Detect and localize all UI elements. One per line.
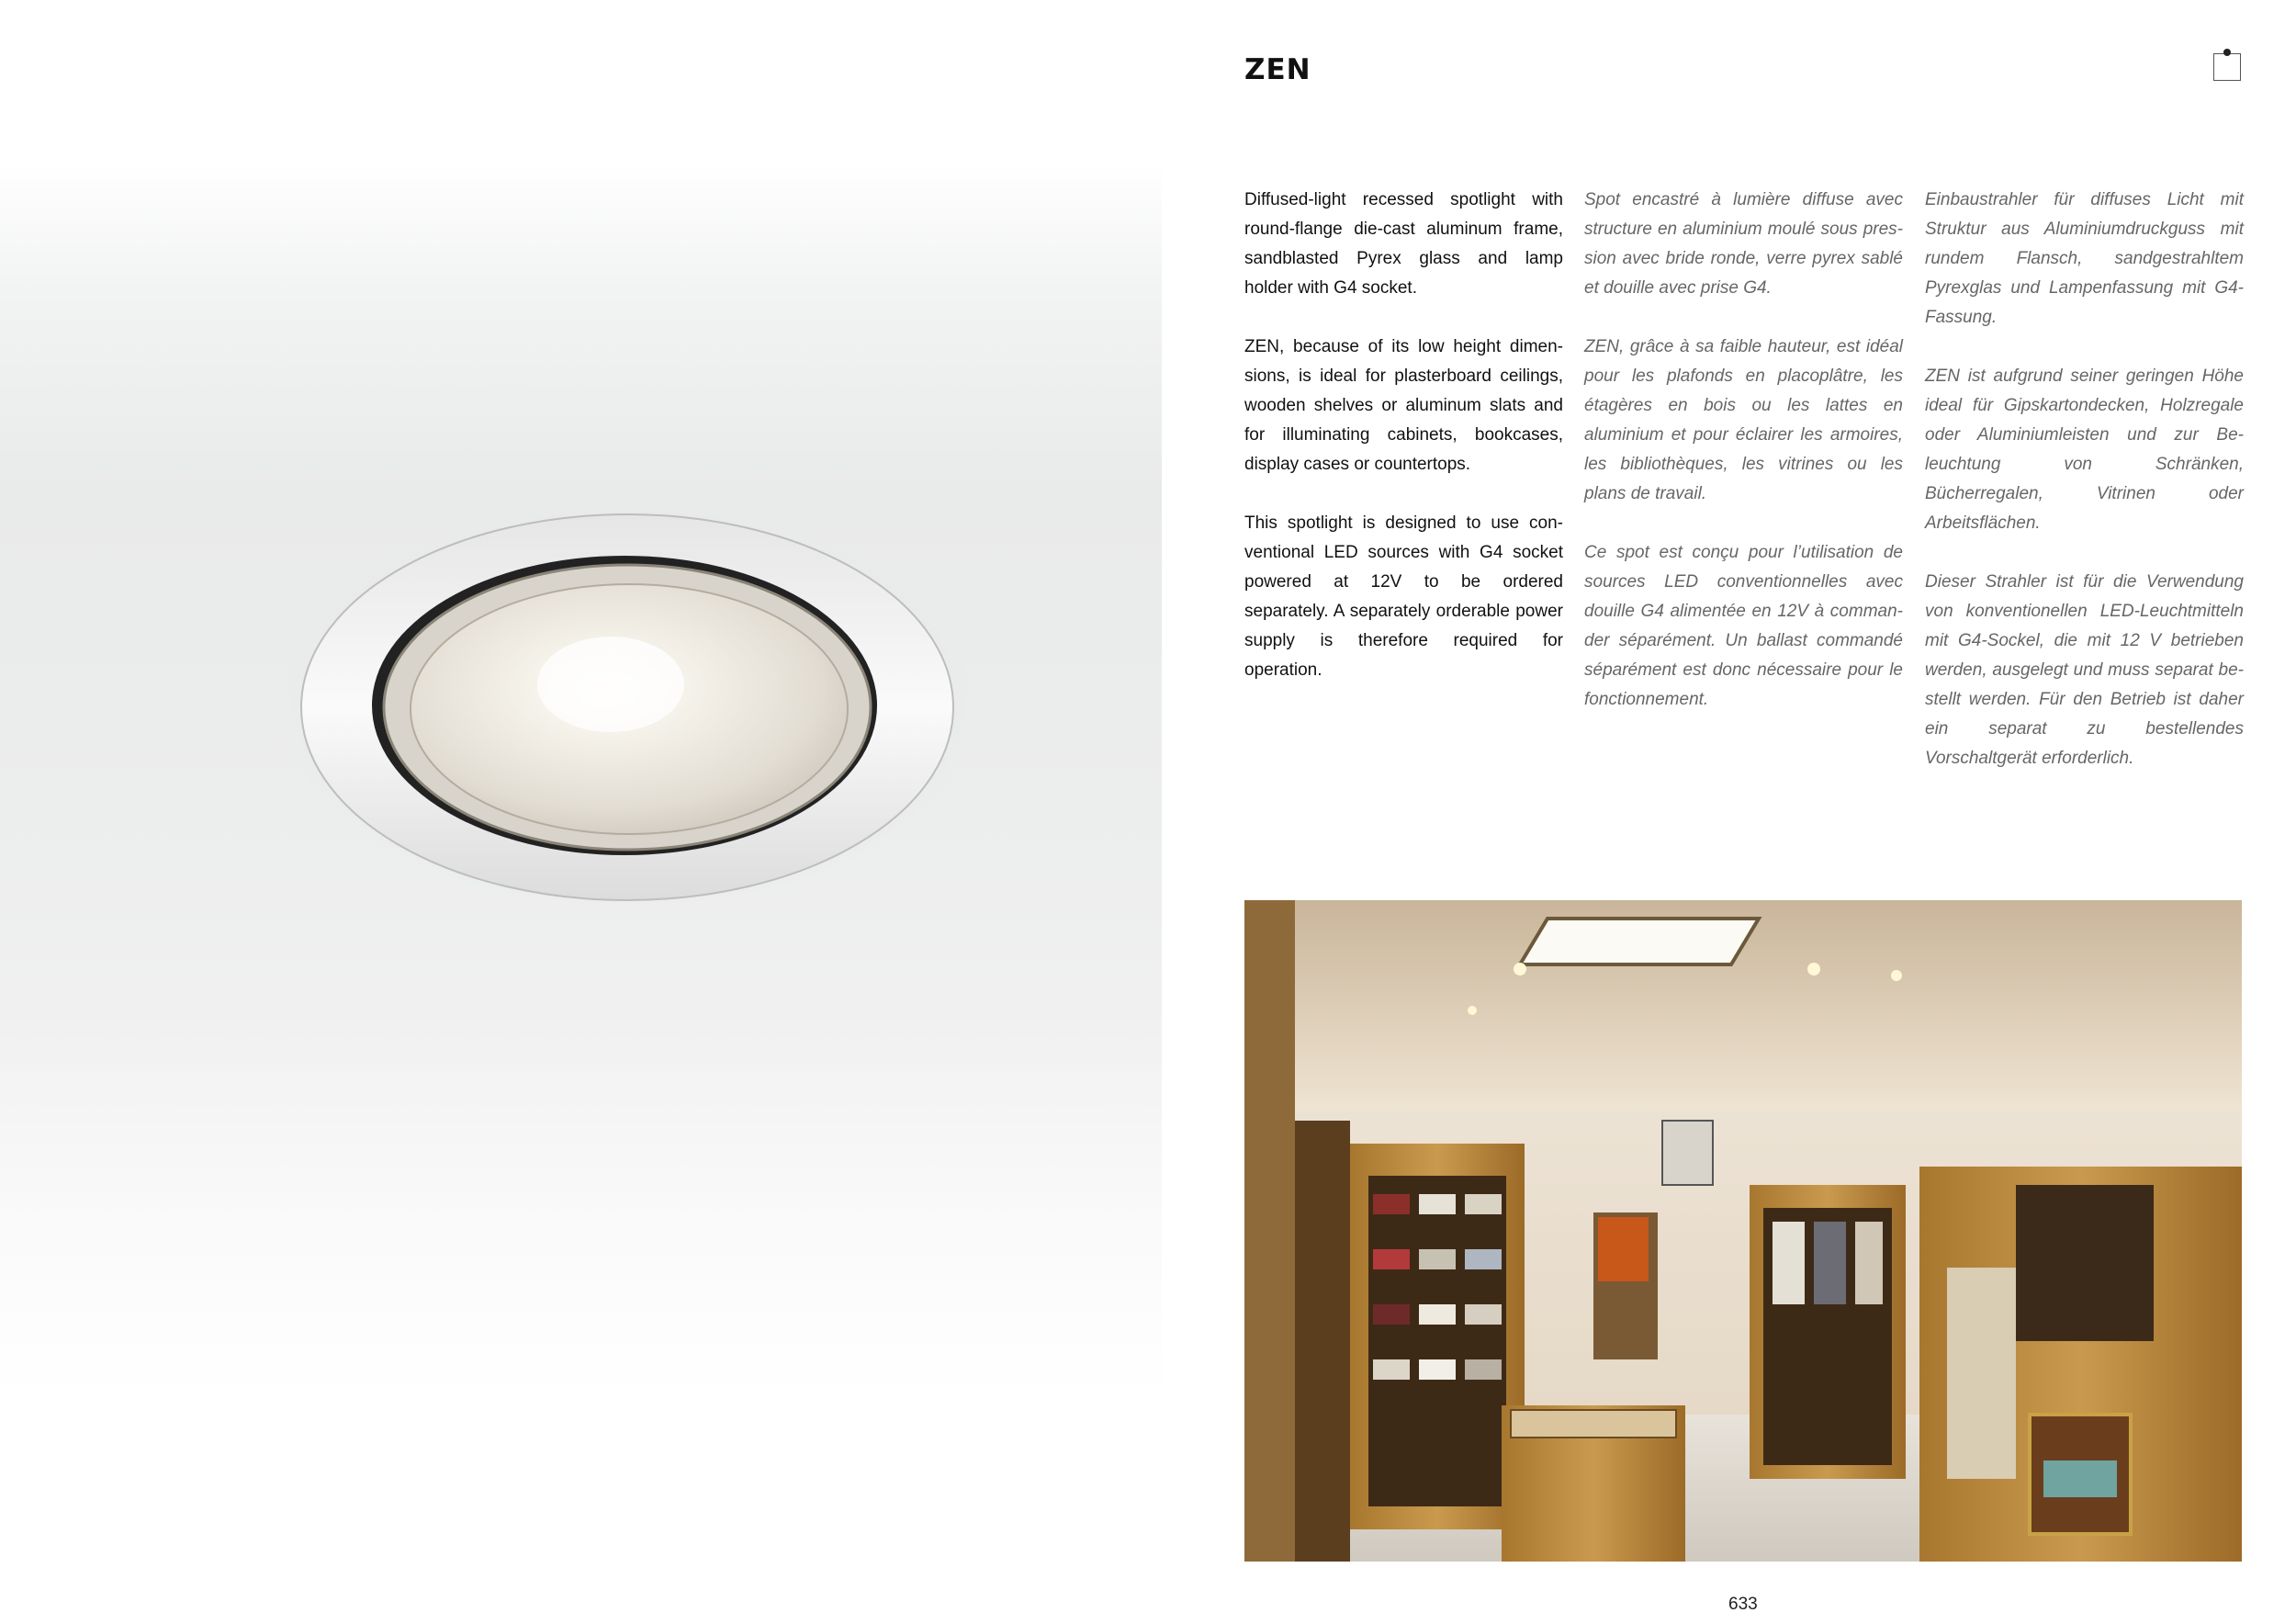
shelf-interior-left bbox=[1368, 1176, 1506, 1506]
left-shelf bbox=[1295, 1121, 1350, 1562]
store-interior-photo bbox=[1244, 900, 2242, 1562]
french-column bbox=[1584, 186, 1903, 744]
chair-cushion bbox=[2043, 1460, 2117, 1497]
page-title: ZEN bbox=[1244, 53, 1311, 86]
french-paragraph-3: Ce spot est conçu pour l’utilisation de sources LED conventionnelles avec douille G4 alimentée en 12V à commander séparément. Un ballast commandé séparément est donc nécessaire pour le fonctionnement. bbox=[1584, 543, 1903, 709]
german-paragraph-3: Dieser Strahler ist für die Verwendung von konventionellen LED-Leuchtmitteln mit G4-Sockel, die mit 12 V betrieben werden, ausgelegt und muss separat bestellt werden. Für den Betrieb ist daher ein separat zu bestellendes Vorschaltgerät erforderlich. bbox=[1925, 572, 2244, 768]
german-paragraph-1: Einbaustrahler für diffuses Licht mit Struktur aus Aluminiumdruckguss mit rundem Flansch, sandgestrahltem Pyrexglas und Lampenfassung mit G4-Fassung. bbox=[1925, 190, 2244, 327]
left-wall-panel bbox=[1244, 900, 1295, 1562]
poster bbox=[1662, 1121, 1713, 1185]
beige-suit bbox=[1947, 1268, 2016, 1479]
english-column bbox=[1244, 186, 1563, 715]
store-interior-illustration bbox=[1244, 900, 2242, 1562]
ceiling-spot bbox=[1468, 1006, 1477, 1015]
ceiling-spot bbox=[1514, 963, 1526, 976]
orange-jacket bbox=[1598, 1217, 1649, 1281]
page-number: 633 bbox=[1728, 1595, 1758, 1614]
english-paragraph-3: This spotlight is designed to use conventional LED sources with G4 socket powered at 12V to be ordered separately. A separately orderable power supply is therefore required for operation. bbox=[1244, 513, 1563, 680]
french-paragraph-1: Spot encastré à lumière diffuse avec structure en aluminium moulé sous pression avec bride ronde, verre pyrex sablé et douille avec prise G4. bbox=[1584, 190, 1903, 298]
french-paragraph-2: ZEN, grâce à sa faible hauteur, est idéal pour les plafonds en placoplâtre, les étagères en bois ou les lattes en aluminium et pour éclairer les armoires, les bibliothèques, les vitrines ou les plans de travail. bbox=[1584, 337, 1903, 503]
ceiling-spot bbox=[1807, 963, 1820, 976]
tie-display bbox=[2016, 1185, 2154, 1341]
skylight bbox=[1520, 919, 1759, 964]
german-column bbox=[1925, 186, 2244, 803]
english-paragraph-1: Diffused-light recessed spotlight with round-flange die-cast aluminum frame, sandblasted Pyrex glass and lamp holder with G4 socket. bbox=[1244, 190, 1563, 298]
english-paragraph-2: ZEN, because of its low height dimensions, is ideal for plasterboard ceilings, wooden shelves or aluminum slats and for illuminating cabinets, bookcases, display cases or countertops. bbox=[1244, 337, 1563, 474]
light-glow bbox=[537, 637, 684, 732]
german-paragraph-2: ZEN ist aufgrund seiner geringen Höhe ideal für Gipskartondecken, Holzregale oder Aluminiumleisten und zur Beleuchtung von Schränken, Bücherregalen, Vitrinen oder Arbeitsflächen. bbox=[1925, 367, 2244, 533]
bookmark-icon[interactable] bbox=[2213, 53, 2241, 81]
ceiling-spot bbox=[1891, 970, 1902, 981]
